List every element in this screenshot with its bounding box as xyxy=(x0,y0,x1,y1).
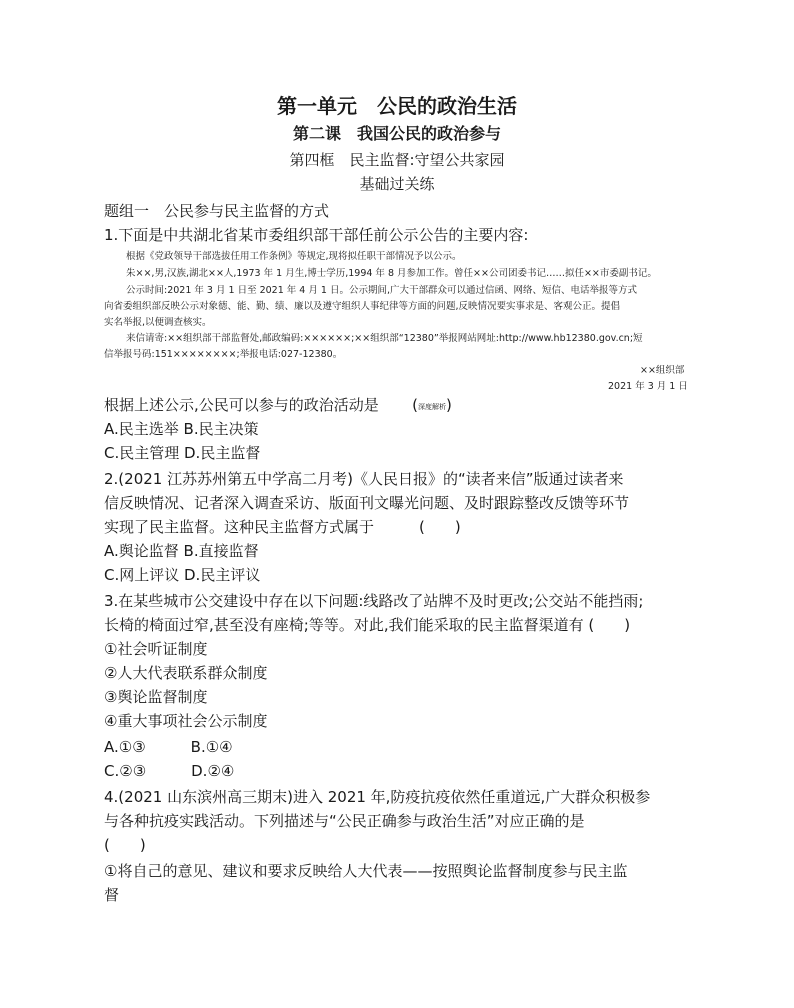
q3-item-3: ③舆论监督制度 xyxy=(104,688,208,706)
q4-item-1: ①将自己的意见、建议和要求反映给人大代表——按照舆论监督制度参与民主监 xyxy=(104,862,628,880)
q1-options-ab: A.民主选举 B.民主决策 xyxy=(104,420,259,438)
q1-question: 根据上述公示,公民可以参与的政治活动是 (深度解析) xyxy=(104,396,452,414)
q2-line-3: 实现了民主监督。这种民主监督方式属于 ( ) xyxy=(104,518,461,536)
practice-title: 基础过关练 xyxy=(359,175,435,193)
notice-line-7: 信举报号码:151××××××××;举报电话:027-12380。 xyxy=(104,349,343,360)
q1-options-cd: C.民主管理 D.民主监督 xyxy=(104,444,261,462)
notice-line-6: 来信请寄:××组织部干部监督处,邮政编码:××××××;××组织部“12380”举报网站网址:http://www.hb12380.gov.cn;短 xyxy=(126,333,643,344)
q3-item-2: ②人大代表联系群众制度 xyxy=(104,664,268,682)
notice-line-5: 实名举报,以便调查核实。 xyxy=(104,317,212,328)
unit-title: 第一单元 公民的政治生活 xyxy=(277,94,517,118)
q2-line-2: 信反映情况、记者深入调查采访、版面刊文曝光问题、及时跟踪整改反馈等环节 xyxy=(104,494,630,512)
q4-answer-paren: ( ) xyxy=(104,836,146,854)
notice-line-1: 根据《党政领导干部选拔任用工作条例》等规定,现将拟任职干部情况予以公示。 xyxy=(126,251,462,262)
q3-item-1: ①社会听证制度 xyxy=(104,640,208,658)
notice-line-4: 向省委组织部反映公示对象德、能、勤、绩、廉以及遵守组织人事纪律等方面的问题,反映情况要实事求是、客观公正。提倡 xyxy=(104,301,621,312)
q3-options-cd: C.②③ D.②④ xyxy=(104,762,235,780)
notice-signature: ××组织部 xyxy=(640,365,685,376)
q2-options-cd: C.网上评议 D.民主评议 xyxy=(104,566,261,584)
notice-line-3: 公示时间:2021 年 3 月 1 日至 2021 年 4 月 1 日。公示期间,广大干部群众可以通过信函、网络、短信、电话举报等方式 xyxy=(126,285,637,296)
q4-line-2: 与各种抗疫实践活动。下列描述与“公民正确参与政治生活”对应正确的是 xyxy=(104,812,585,830)
q3-line-2: 长椅的椅面过窄,甚至没有座椅;等等。对此,我们能采取的民主监督渠道有 ( ) xyxy=(104,616,631,634)
notice-line-2: 朱××,男,汉族,湖北××人,1973 年 1 月生,博士学历,1994 年 8 月参加工作。曾任××公司团委书记……拟任××市委副书记。 xyxy=(126,268,657,279)
q2-line-1: 2.(2021 江苏苏州第五中学高二月考)《人民日报》的“读者来信”版通过读者来 xyxy=(104,470,624,488)
q1-stem: 1.下面是中共湖北省某市委组织部干部任前公示公告的主要内容: xyxy=(104,226,529,244)
q3-item-4: ④重大事项社会公示制度 xyxy=(104,712,268,730)
q2-options-ab: A.舆论监督 B.直接监督 xyxy=(104,542,259,560)
q1-tag: 深度解析 xyxy=(418,403,447,411)
notice-date: 2021 年 3 月 1 日 xyxy=(608,381,688,392)
q3-line-1: 3.在某些城市公交建设中存在以下问题:线路改了站牌不及时更改;公交站不能挡雨; xyxy=(104,592,644,610)
q4-item-1-cont: 督 xyxy=(104,886,120,904)
q3-options-ab: A.①③ B.①④ xyxy=(104,738,233,756)
lesson-title: 第二课 我国公民的政治参与 xyxy=(292,124,501,143)
section-title: 第四框 民主监督:守望公共家园 xyxy=(289,151,505,169)
q4-line-1: 4.(2021 山东滨州高三期末)进入 2021 年,防疫抗疫依然任重道远,广大群众积极参 xyxy=(104,788,651,806)
group-heading: 题组一 公民参与民主监督的方式 xyxy=(104,202,330,220)
